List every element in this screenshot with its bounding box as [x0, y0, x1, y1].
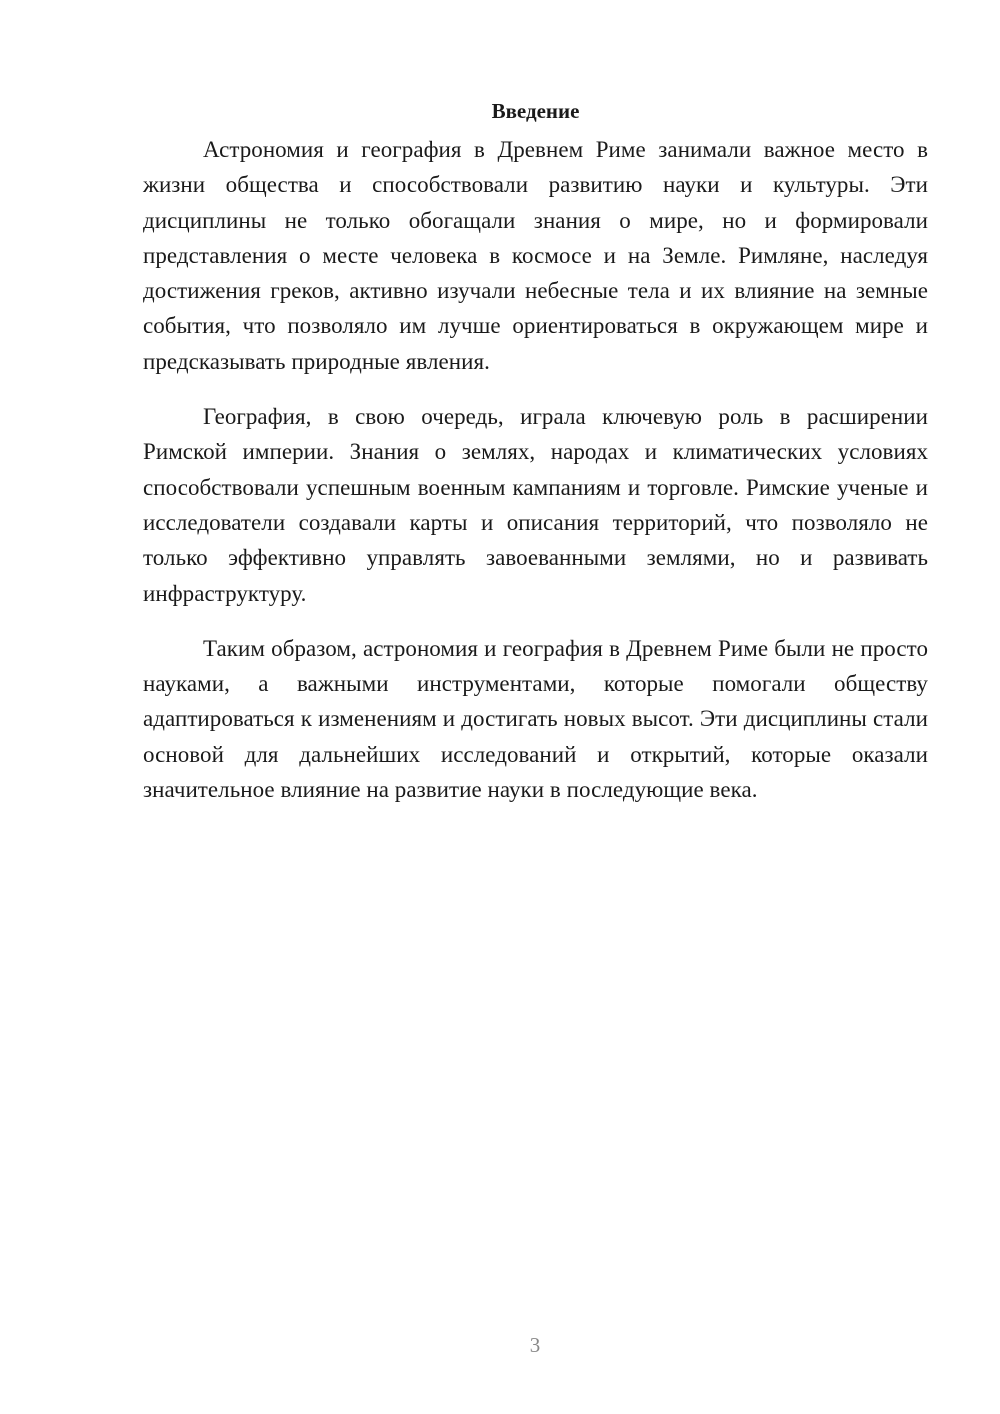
paragraph: Астрономия и география в Древнем Риме занимали важное место в жизни общества и способствовали развитию науки и культуры. Эти дисциплины не только обогащали знания о мире, но и формировали представления о месте человека в космосе и на Земле. Римляне, наследуя достижения греков, активно изучали небесные тела и их влияние на земные события, что позволяло им лучше ориентироваться в окружающем мире и предсказывать природные явления. [143, 137, 928, 374]
section-heading: Введение [491, 99, 580, 123]
paragraph: Таким образом, астрономия и география в Древнем Риме были не просто науками, а важными инструментами, которые помогали обществу адаптироваться к изменениям и достигать новых высот. Эти дисциплины стали основой для дальнейших исследований и открытий, которые оказали значительное влияние на развитие науки в последующие века. [143, 635, 928, 803]
paragraph: География, в свою очередь, играла ключевую роль в расширении Римской империи. Знания о землях, народах и климатических условиях способствовали успешным военным кампаниям и торговле. Римские ученые и исследователи создавали карты и описания территорий, что позволяло не только эффективно управлять завоеванными землями, но и развивать инфраструктуру. [143, 404, 928, 606]
page-content [143, 96, 928, 827]
page-number: 3 [529, 1333, 541, 1357]
